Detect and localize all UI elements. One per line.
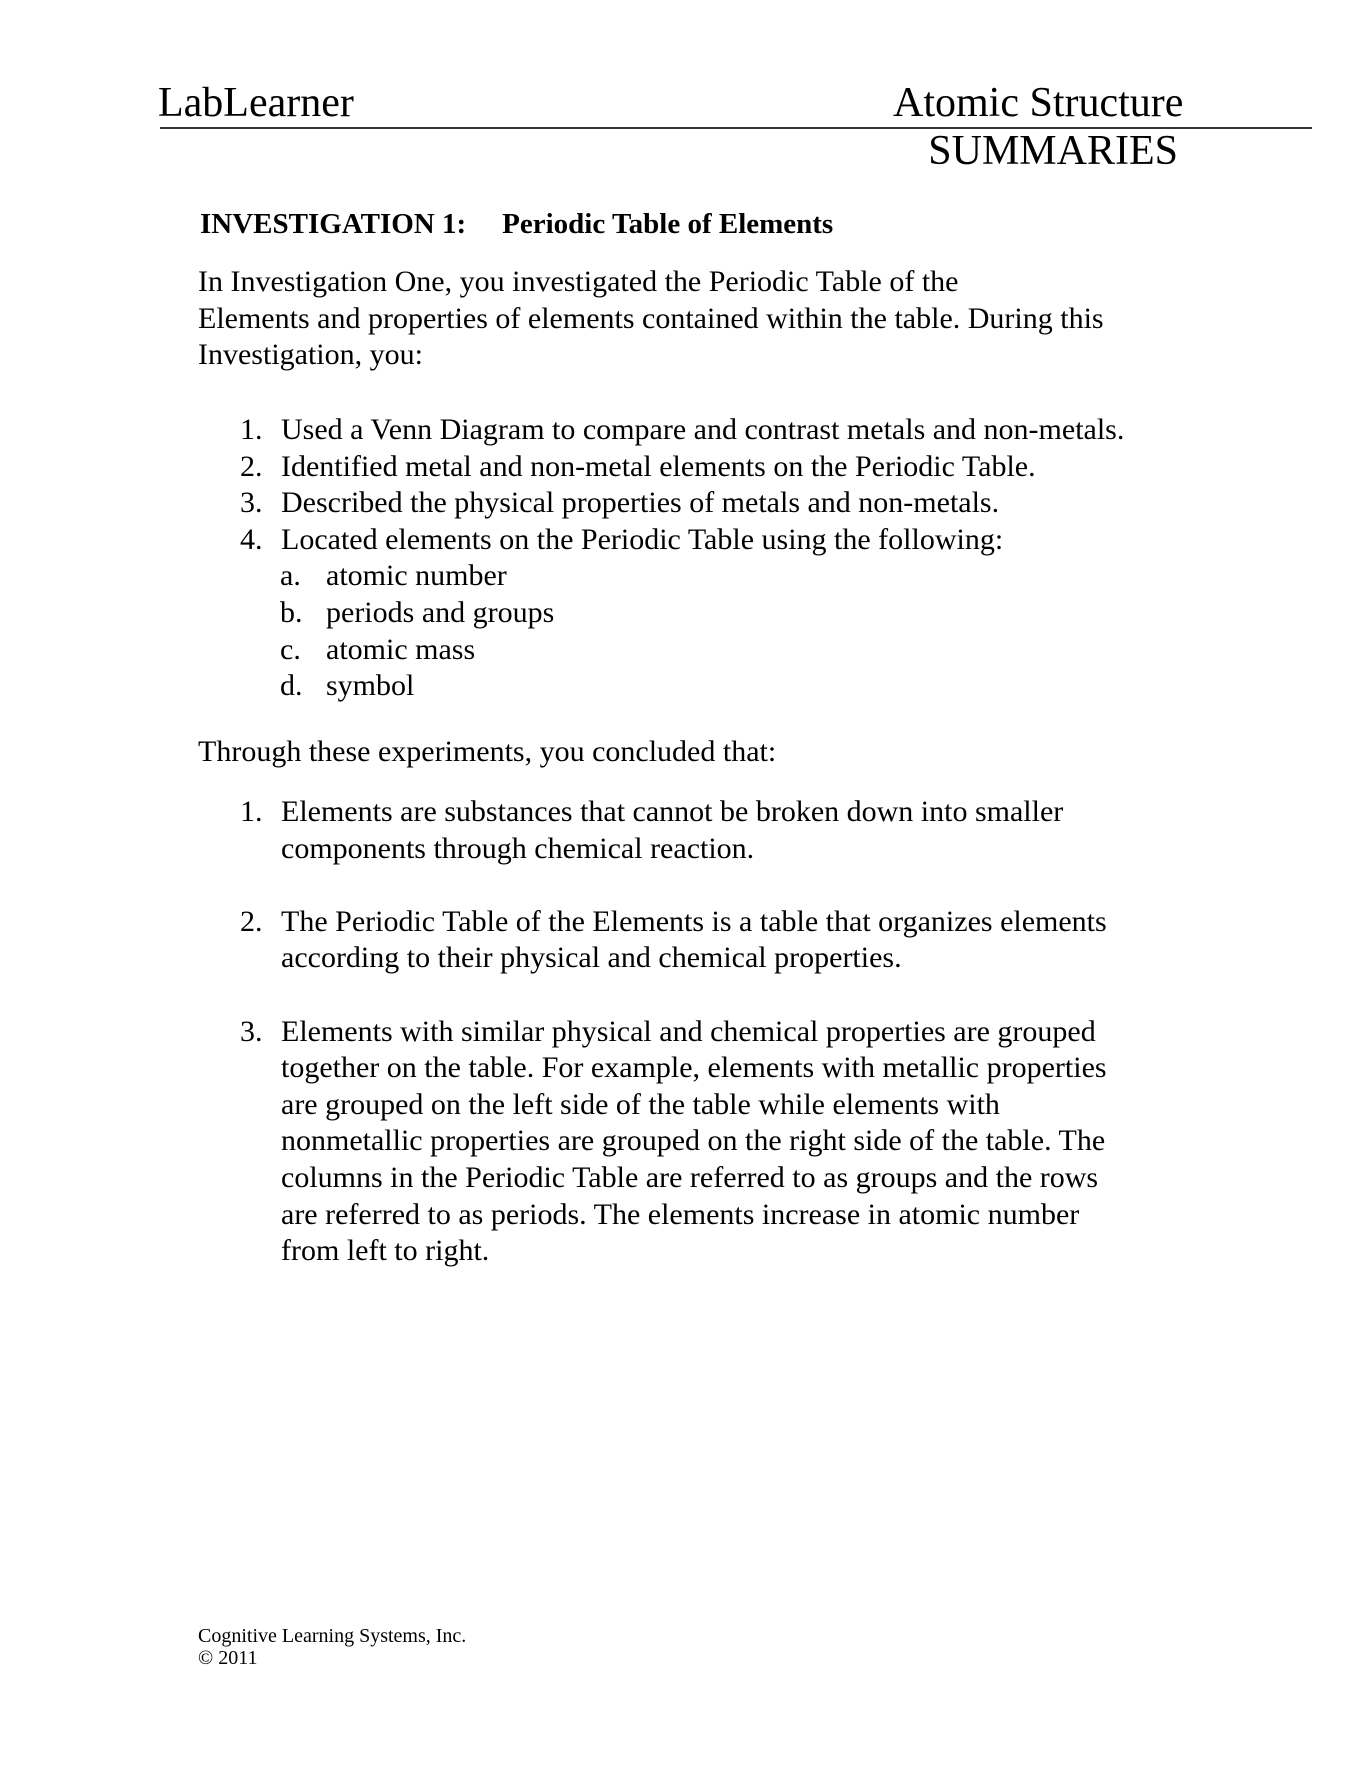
intro-line: Investigation, you: — [198, 338, 423, 372]
activities-list — [240, 412, 1124, 705]
item-letter: c. — [280, 632, 301, 666]
list-item — [240, 412, 1124, 449]
item-line: are grouped on the left side of the table while elements with — [281, 1087, 1000, 1121]
conclusion-intro: Through these experiments, you concluded that: — [198, 735, 777, 768]
footer-company: Cognitive Learning Systems, Inc. — [198, 1625, 467, 1647]
item-text: atomic mass — [326, 632, 476, 666]
item-number: 1. — [240, 795, 263, 828]
list-item — [240, 794, 1107, 867]
item-text: Described the physical properties of metals and non-metals. — [281, 486, 1000, 520]
sub-list-item — [240, 595, 1124, 632]
investigation-title: Periodic Table of Elements — [502, 208, 834, 240]
list-item — [240, 449, 1124, 486]
item-line: The Periodic Table of the Elements is a table that organizes elements — [281, 904, 1107, 938]
item-letter: b. — [280, 595, 303, 629]
item-line: Elements are substances that cannot be broken down into smaller — [281, 795, 1064, 828]
sub-list-item — [240, 632, 1124, 669]
section-title: SUMMARIES — [928, 128, 1178, 174]
footer-copyright: © 2011 — [198, 1647, 258, 1669]
list-item — [240, 904, 1107, 977]
item-number: 3. — [240, 1014, 263, 1048]
intro-line: In Investigation One, you investigated the Periodic Table of the — [198, 265, 959, 298]
intro-line: Elements and properties of elements contained within the table. During this — [198, 301, 1104, 335]
list-item — [240, 1014, 1107, 1270]
item-text: Located elements on the Periodic Table using the following: — [281, 522, 1004, 556]
intro-paragraph — [198, 264, 1104, 374]
conclusions-list — [240, 794, 1107, 1270]
item-line: components through chemical reaction. — [281, 831, 755, 865]
investigation-heading — [200, 206, 833, 242]
item-text: Used a Venn Diagram to compare and contrast metals and non-metals. — [281, 413, 1125, 446]
item-text: symbol — [326, 669, 415, 703]
item-text: Identified metal and non-metal elements on the Periodic Table. — [281, 449, 1036, 483]
item-line: Elements with similar physical and chemical properties are grouped — [281, 1014, 1096, 1048]
list-item — [240, 485, 1124, 522]
item-number: 1. — [240, 413, 263, 446]
page-footer — [198, 1625, 466, 1669]
item-letter: a. — [280, 559, 301, 593]
item-line: from left to right. — [281, 1234, 490, 1268]
sub-list-item — [240, 668, 1124, 705]
item-number: 4. — [240, 522, 263, 556]
item-letter: d. — [280, 669, 303, 703]
investigation-label: INVESTIGATION 1: — [200, 208, 467, 240]
item-line: columns in the Periodic Table are referred to as groups and the rows — [281, 1160, 1099, 1194]
item-line: together on the table. For example, elements with metallic properties — [281, 1051, 1107, 1085]
item-number: 2. — [240, 449, 263, 483]
item-number: 2. — [240, 904, 263, 938]
list-item — [240, 522, 1124, 559]
sub-list-item — [240, 558, 1124, 595]
item-line: according to their physical and chemical properties. — [281, 941, 902, 975]
item-line: are referred to as periods. The elements increase in atomic number — [281, 1197, 1080, 1231]
brand-name: LabLearner — [158, 80, 354, 126]
unit-title: Atomic Structure — [893, 80, 1184, 126]
item-number: 3. — [240, 486, 263, 520]
item-text: periods and groups — [326, 595, 555, 629]
item-line: nonmetallic properties are grouped on the right side of the table. The — [281, 1124, 1106, 1158]
item-text: atomic number — [326, 559, 507, 593]
